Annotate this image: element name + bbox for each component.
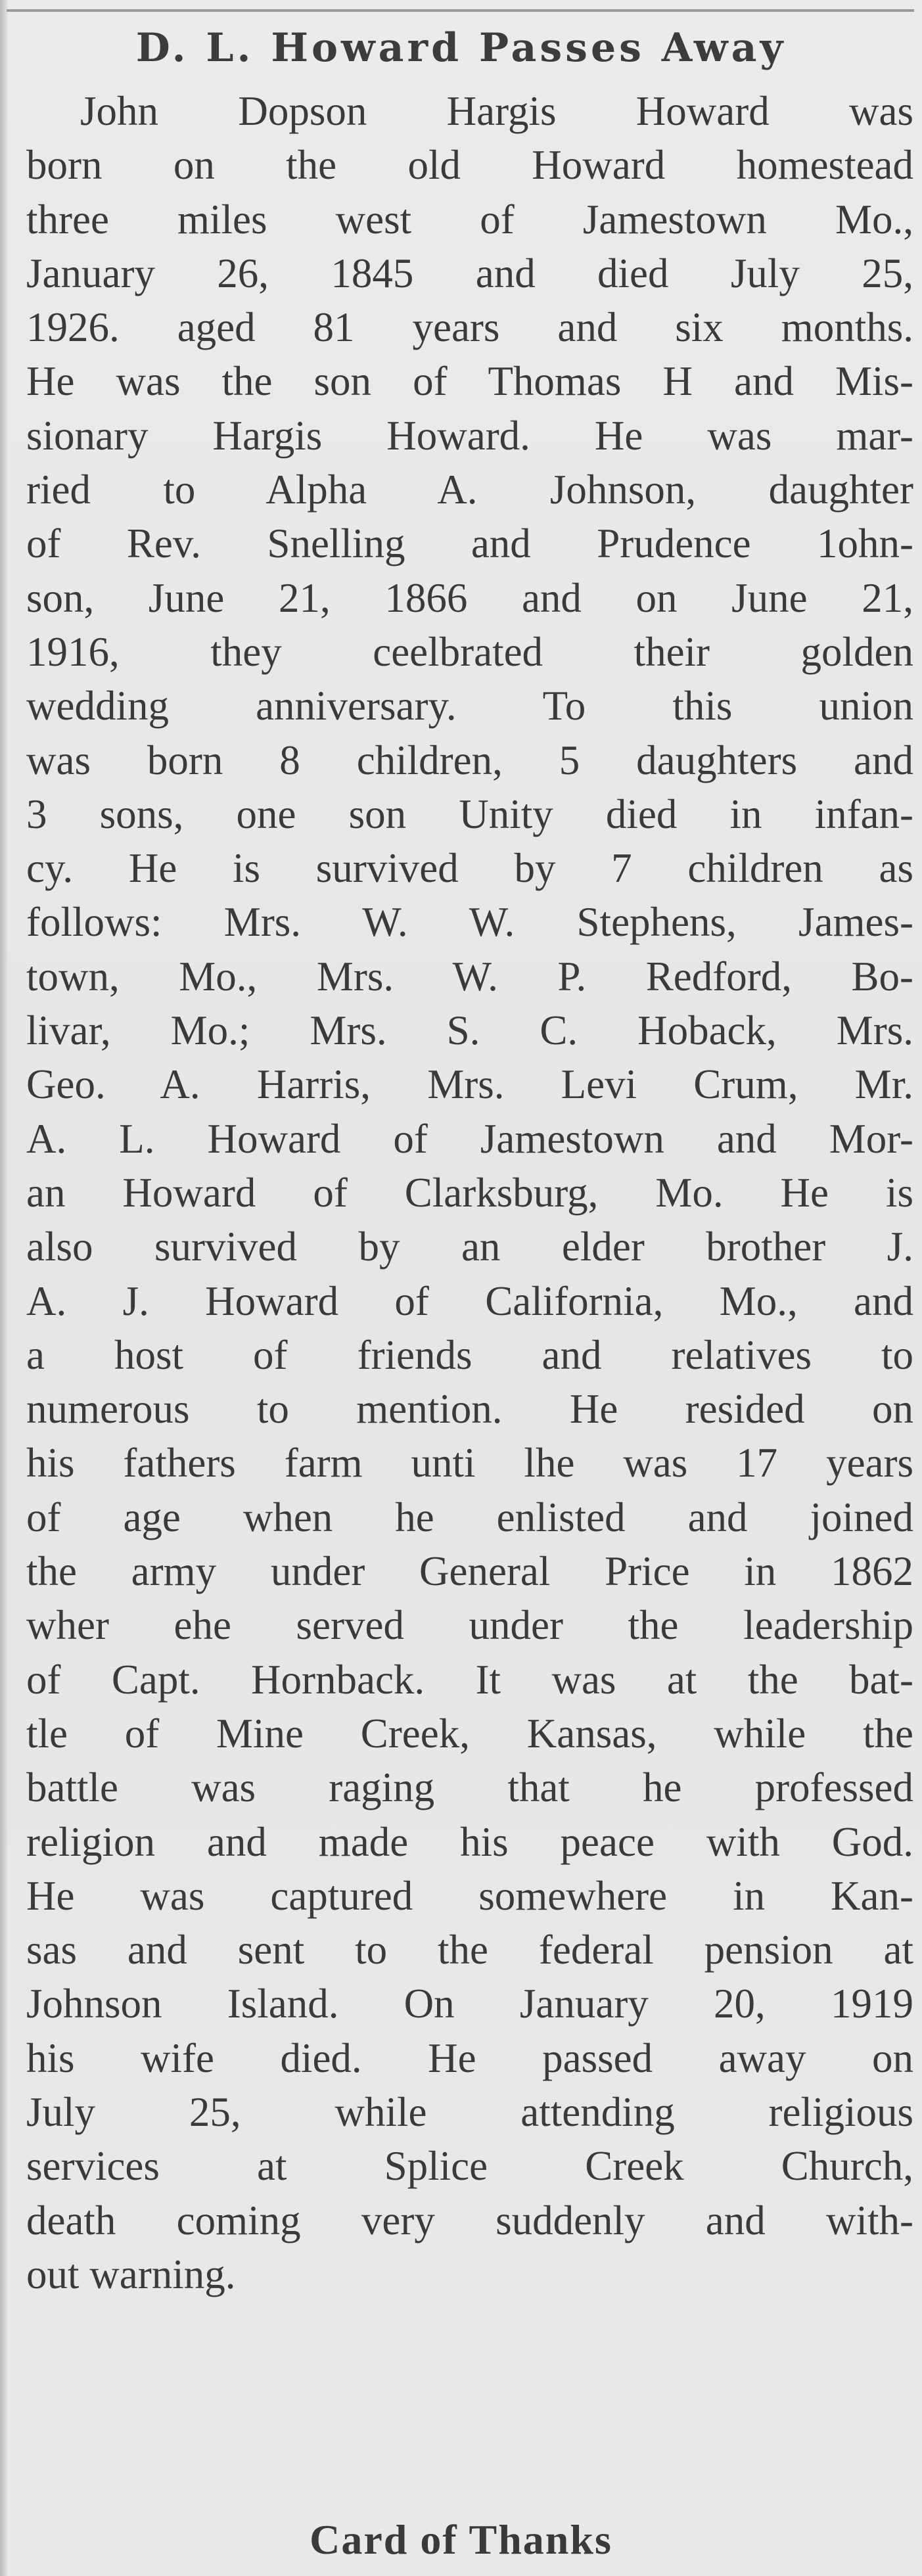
article-line: numerous to mention. He resided on — [26, 1386, 913, 1433]
article-line: out warning. — [26, 2251, 236, 2297]
article-line: tle of Mine Creek, Kansas, while the — [26, 1710, 913, 1757]
article-line: a host of friends and relatives to — [26, 1331, 913, 1378]
article-line: battle was raging that he professed — [26, 1764, 913, 1811]
article-line: town, Mo., Mrs. W. P. Redford, Bo- — [26, 953, 913, 1000]
article-line: of Rev. Snelling and Prudence 1ohn- — [26, 520, 913, 567]
article-line: services at Splice Creek Church, — [26, 2143, 913, 2190]
article-line: son, June 21, 1866 and on June 21, — [26, 574, 913, 621]
article-line: born on the old Howard homestead — [26, 142, 913, 189]
article-line: He was captured somewhere in Kan- — [26, 1872, 913, 1919]
article-line: He was the son of Thomas H and Mis- — [26, 358, 913, 405]
article-line: also survived by an elder brother J. — [26, 1224, 913, 1270]
article-line: John Dopson Hargis Howard was — [80, 88, 913, 134]
column-top-rule — [7, 9, 914, 12]
article-line: A. L. Howard of Jamestown and Mor- — [26, 1115, 913, 1162]
article-line: three miles west of Jamestown Mo., — [26, 196, 913, 242]
article-line: Johnson Island. On January 20, 1919 — [26, 1981, 913, 2027]
article-line: livar, Mo.; Mrs. S. C. Hoback, Mrs. — [26, 1007, 913, 1054]
article-line: A. J. Howard of California, Mo., and — [26, 1277, 913, 1324]
article-line: sionary Hargis Howard. He was mar- — [26, 412, 913, 459]
article-line: of Capt. Hornback. It was at the bat- — [26, 1656, 913, 1703]
scan-edge-shadow — [0, 0, 8, 2576]
article-line: wedding anniversary. To this union — [26, 683, 913, 729]
article-line: cy. He is survived by 7 children as — [26, 845, 913, 892]
article-line: Geo. A. Harris, Mrs. Levi Crum, Mr. — [26, 1061, 913, 1108]
article-line: wher ehe served under the leadership — [26, 1602, 913, 1649]
article-line: the army under General Price in 1862 — [26, 1548, 913, 1595]
obituary-headline: D. L. Howard Passes Away — [135, 25, 787, 71]
article-line: July 25, while attending religious — [26, 2088, 913, 2135]
article-line: his fathers farm unti lhe was 17 years — [26, 1440, 913, 1486]
article-line: his wife died. He passed away on — [26, 2035, 913, 2081]
obituary-body — [26, 84, 913, 2301]
article-line: follows: Mrs. W. W. Stephens, James- — [26, 899, 913, 946]
article-line: of age when he enlisted and joined — [26, 1494, 913, 1540]
article-line: 3 sons, one son Unity died in infan- — [26, 791, 913, 837]
article-line: religion and made his peace with God. — [26, 1818, 913, 1865]
article-line: an Howard of Clarksburg, Mo. He is — [26, 1169, 913, 1216]
article-line: 1916, they ceelbrated their golden — [26, 628, 913, 675]
article-line: death coming very suddenly and with- — [26, 2197, 913, 2243]
article-line: ried to Alpha A. Johnson, daughter — [26, 467, 913, 513]
article-line: was born 8 children, 5 daughters and — [26, 737, 913, 783]
card-of-thanks-heading: Card of Thanks — [310, 2516, 612, 2563]
article-line: 1926. aged 81 years and six months. — [26, 304, 913, 351]
article-line: sas and sent to the federal pension at — [26, 1927, 913, 1973]
article-line: January 26, 1845 and died July 25, — [26, 250, 913, 296]
